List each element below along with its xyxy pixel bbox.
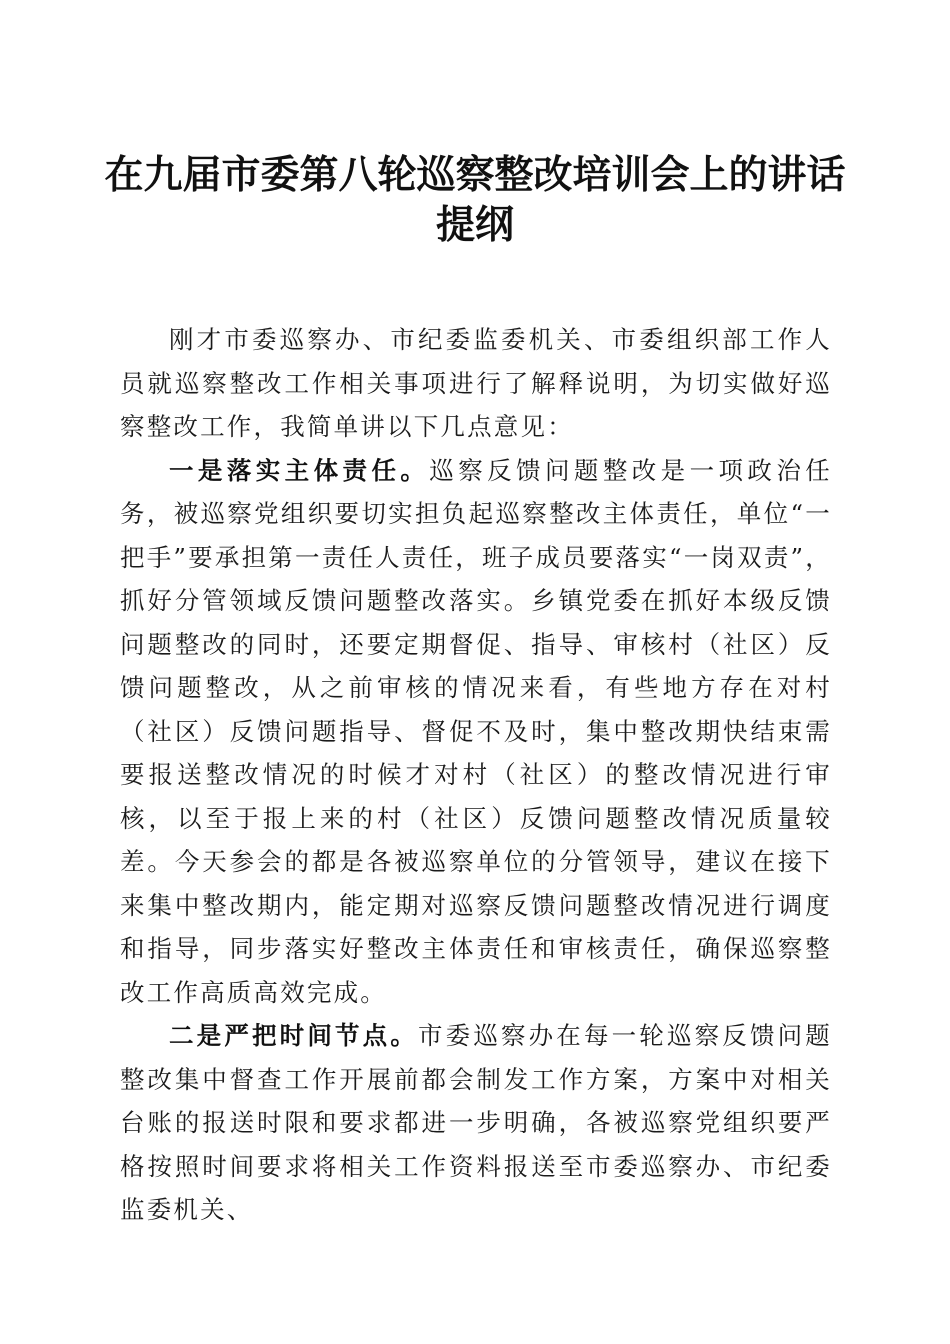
document-body xyxy=(120,318,832,1232)
paragraph-point-1-text: 巡察反馈问题整改是一项政治任务，被巡察党组织要切实担负起巡察整改主体责任，单位“一把手”要承担第一责任人责任，班子成员要落实“一岗双责”，抓好分管领域反馈问题整改落实。乡镇党委在抓好本级反馈问题整改的同时，还要定期督促、指导、审核村（社区）反馈问题整改，从之前审核的情况来看，有些地方存在对村（社区）反馈问题指导、督促不及时，集中整改期快结束需要报送整改情况的时候才对村（社区）的整改情况进行审核，以至于报上来的村（社区）反馈问题整改情况质量较差。今天参会的都是各被巡察单位的分管领导，建议在接下来集中整改期内，能定期对巡察反馈问题整改情况进行调度和指导，同步落实好整改主体责任和审核责任，确保巡察整改工作高质高效完成。 xyxy=(120,455,832,1007)
paragraph-intro xyxy=(120,318,832,449)
paragraph-point-2-text: 市委巡察办在每一轮巡察反馈问题整改集中督查工作开展前都会制发工作方案，方案中对相关台账的报送时限和要求都进一步明确，各被巡察党组织要严格按照时间要求将相关工作资料报送至市委巡察办、市纪委监委机关、 xyxy=(120,1021,832,1224)
paragraph-intro-text: 刚才市委巡察办、市纪委监委机关、市委组织部工作人员就巡察整改工作相关事项进行了解释说明，为切实做好巡察整改工作，我简单讲以下几点意见： xyxy=(120,325,832,441)
paragraph-point-1-heading: 一是落实主体责任。 xyxy=(169,455,430,485)
paragraph-point-1 xyxy=(120,449,832,1015)
paragraph-point-2-heading: 二是严把时间节点。 xyxy=(169,1021,418,1050)
document-title: 在九届市委第八轮巡察整改培训会上的讲话提纲 xyxy=(104,152,846,248)
paragraph-point-2 xyxy=(120,1014,832,1232)
